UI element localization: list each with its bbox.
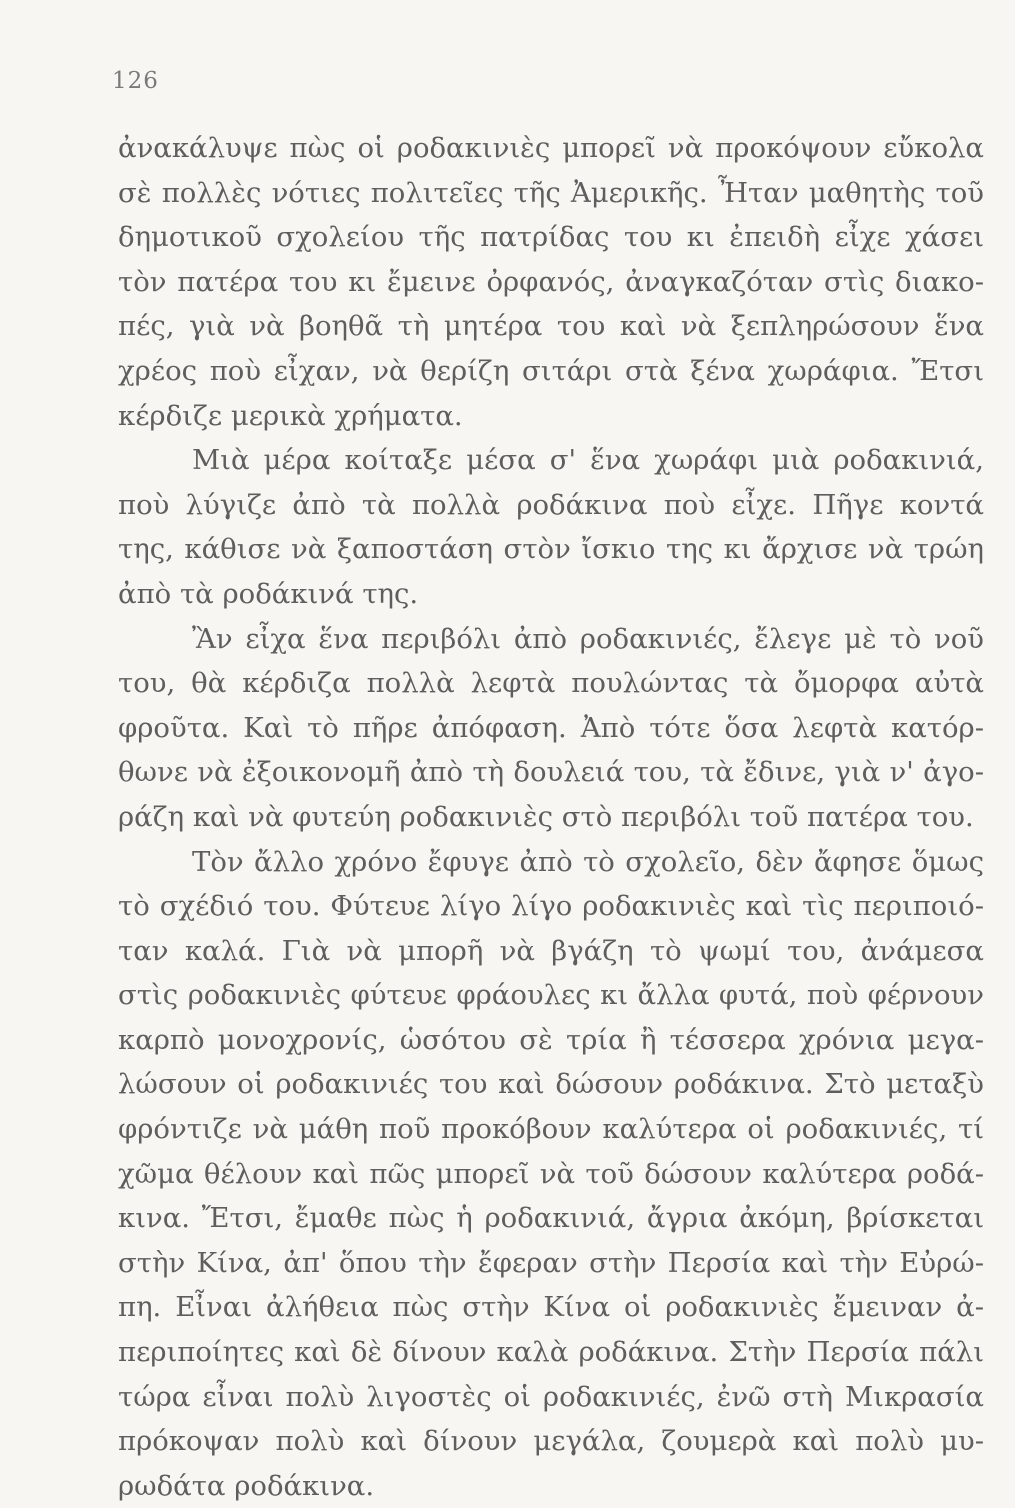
text-line: τὸν πατέρα του κι ἔμεινε ὀρφανός, ἀναγκαζόταν στὶς διακο-: [118, 265, 984, 298]
text-line: Τὸν ἄλλο χρόνο ἔφυγε ἀπὸ τὸ σχολεῖο, δὲν ἄφησε ὅμως: [192, 845, 984, 878]
text-line: κινα. Ἔτσι, ἔμαθε πὼς ἡ ροδακινιά, ἄγρια ἀκόμη, βρίσκεται: [118, 1202, 984, 1235]
text-line: χῶμα θέλουν καὶ πῶς μπορεῖ νὰ τοῦ δώσουν καλύτερα ροδά-: [118, 1157, 984, 1190]
text-line: Μιὰ μέρα κοίταξε μέσα σ' ἕνα χωράφι μιὰ ροδακινιά,: [192, 444, 984, 477]
text-line: στὴν Κίνα, ἀπ' ὅπου τὴν ἔφεραν στὴν Περσία καὶ τὴν Εὐρώ-: [118, 1246, 984, 1279]
text-line: ταν καλά. Γιὰ νὰ μπορῆ νὰ βγάζη τὸ ψωμί του, ἀνάμεσα: [118, 934, 984, 967]
text-line: πη. Εἶναι ἀλήθεια πὼς στὴν Κίνα οἱ ροδακινιὲς ἔμειναν ἀ-: [118, 1291, 984, 1324]
text-line: στὶς ροδακινιὲς φύτευε φράουλες κι ἄλλα φυτά, ποὺ φέρνουν: [118, 979, 984, 1012]
text-line: ράζη καὶ νὰ φυτεύη ροδακινιὲς στὸ περιβόλι τοῦ πατέρα του.: [118, 800, 974, 833]
text-line: του, θὰ κέρδιζα πολλὰ λεφτὰ πουλώντας τὰ ὄμορφα αὐτὰ: [118, 667, 984, 700]
text-line: χρέος ποὺ εἶχαν, νὰ θερίζη σιτάρι στὰ ξένα χωράφια. Ἔτσι: [118, 354, 984, 387]
text-line: ποὺ λύγιζε ἀπὸ τὰ πολλὰ ροδάκινα ποὺ εἶχε. Πῆγε κοντά: [118, 488, 984, 521]
text-line: ἀνακάλυψε πὼς οἱ ροδακινιὲς μπορεῖ νὰ προκόψουν εὔκολα: [118, 132, 984, 164]
text-line: σὲ πολλὲς νότιες πολιτεῖες τῆς Ἀμερικῆς. Ἦταν μαθητὴς τοῦ: [118, 176, 984, 209]
text-line: της, κάθισε νὰ ξαποστάση στὸν ἴσκιο της κι ἄρχισε νὰ τρώη: [118, 533, 984, 566]
page-number: 126: [112, 68, 159, 94]
text-line: θωνε νὰ ἐξοικονομῆ ἀπὸ τὴ δουλειά του, τὰ ἔδινε, γιὰ ν' ἀγο-: [118, 756, 984, 789]
text-line: πές, γιὰ νὰ βοηθᾶ τὴ μητέρα του καὶ νὰ ξεπληρώσουν ἕνα: [118, 310, 984, 343]
body-text: [118, 126, 984, 1508]
text-line: περιποίητες καὶ δὲ δίνουν καλὰ ροδάκινα. Στὴν Περσία πάλι: [118, 1336, 984, 1369]
text-line: φροῦτα. Καὶ τὸ πῆρε ἀπόφαση. Ἀπὸ τότε ὅσα λεφτὰ κατόρ-: [118, 711, 984, 744]
text-line: ρωδάτα ροδάκινα.: [118, 1469, 375, 1502]
text-line: ἀπὸ τὰ ροδάκινά της.: [118, 577, 419, 610]
text-line: φρόντιζε νὰ μάθη ποῦ προκόβουν καλύτερα οἱ ροδακινιές, τί: [118, 1113, 984, 1146]
text-line: καρπὸ μονοχρονίς, ὡσότου σὲ τρία ἢ τέσσερα χρόνια μεγα-: [118, 1023, 984, 1056]
text-line: λώσουν οἱ ροδακινιές του καὶ δώσουν ροδάκινα. Στὸ μεταξὺ: [118, 1068, 984, 1101]
text-line: δημοτικοῦ σχολείου τῆς πατρίδας του κι ἐπειδὴ εἶχε χάσει: [118, 221, 984, 254]
text-line: Ἂν εἶχα ἕνα περιβόλι ἀπὸ ροδακινιές, ἔλεγε μὲ τὸ νοῦ: [192, 622, 984, 655]
text-line: κέρδιζε μερικὰ χρήματα.: [118, 399, 463, 432]
text-line: πρόκοψαν πολὺ καὶ δίνουν μεγάλα, ζουμερὰ καὶ πολὺ μυ-: [118, 1425, 984, 1458]
text-line: τὸ σχέδιό του. Φύτευε λίγο λίγο ροδακινιὲς καὶ τὶς περιποιό-: [118, 890, 984, 923]
text-line: τώρα εἶναι πολὺ λιγοστὲς οἱ ροδακινιές, ἐνῶ στὴ Μικρασία: [118, 1380, 984, 1413]
